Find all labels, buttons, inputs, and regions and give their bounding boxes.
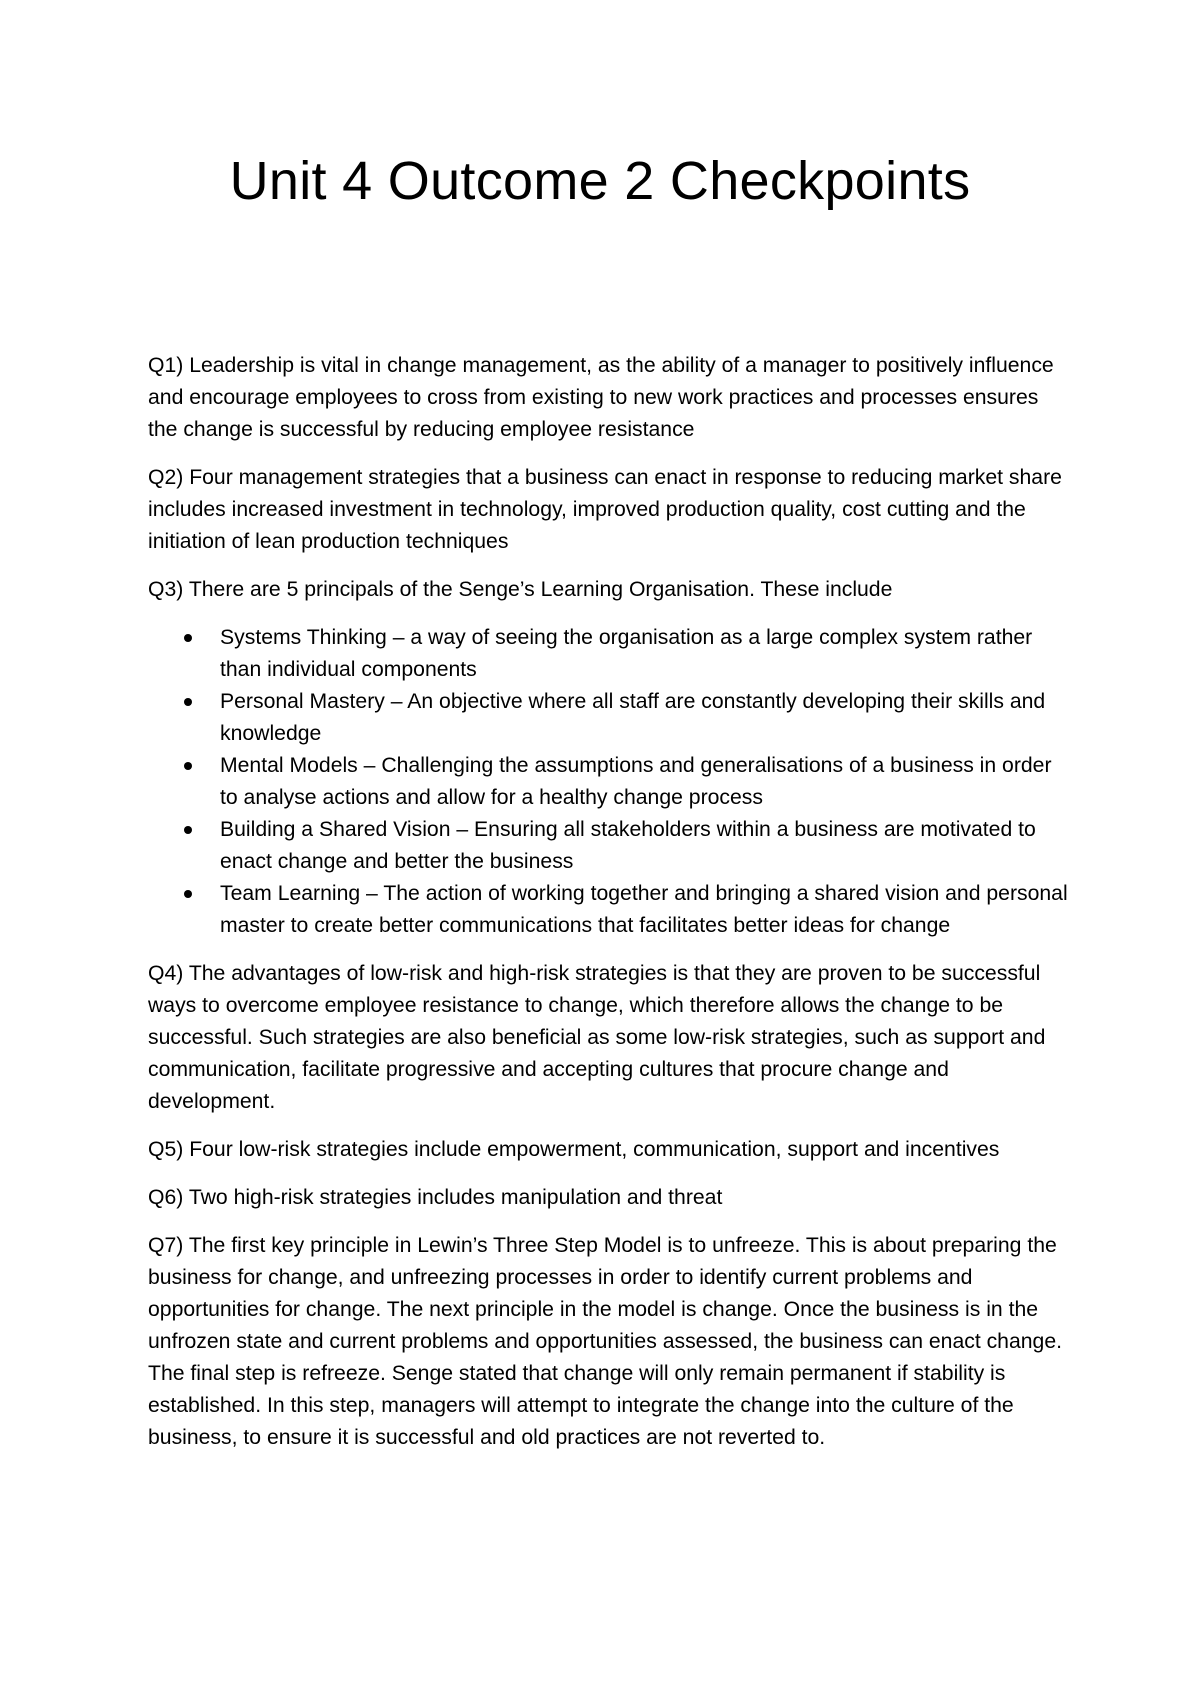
list-item-text: Personal Mastery – An objective where all staff are constantly developing their skills and knowledge [220, 690, 1046, 745]
answer-q1: Q1) Leadership is vital in change management, as the ability of a manager to positively influence and encourage employees to cross from existing to new work practices and processes ensures the change is successful by reducing employee resistance [148, 354, 1054, 441]
list-item [220, 814, 1070, 878]
bullet-icon [184, 890, 192, 898]
list-item-text: Mental Models – Challenging the assumptions and generalisations of a business in order to analyse actions and allow for a healthy change process [220, 754, 1052, 809]
bullet-icon [184, 634, 192, 642]
document-title: Unit 4 Outcome 2 Checkpoints [229, 151, 971, 211]
answer-q6: Q6) Two high-risk strategies includes manipulation and threat [148, 1186, 723, 1209]
list-item [220, 686, 1070, 750]
list-item-text: Building a Shared Vision – Ensuring all stakeholders within a business are motivated to enact change and better the business [220, 818, 1036, 873]
answer-q2: Q2) Four management strategies that a business can enact in response to reducing market share includes increased investment in technology, improved production quality, cost cutting and the initiation of lean production techniques [148, 466, 1062, 553]
list-item [220, 878, 1070, 942]
list-item [220, 750, 1070, 814]
document-body [148, 350, 1070, 1470]
list-item-text: Systems Thinking – a way of seeing the organisation as a large complex system rather than individual components [220, 626, 1033, 681]
senge-principles-list [148, 622, 1070, 942]
list-item-text: Team Learning – The action of working together and bringing a shared vision and personal master to create better communications that facilitates better ideas for change [220, 882, 1068, 937]
answer-q3: Q3) There are 5 principals of the Senge’s Learning Organisation. These include [148, 578, 893, 601]
bullet-icon [184, 698, 192, 706]
answer-q5: Q5) Four low-risk strategies include empowerment, communication, support and incentives [148, 1138, 1000, 1161]
bullet-icon [184, 826, 192, 834]
bullet-icon [184, 762, 192, 770]
answer-q4: Q4) The advantages of low-risk and high-risk strategies is that they are proven to be successful ways to overcome employee resistance to change, which therefore allows the change to be successful. Such strategies are also beneficial as some low-risk strategies, such as support and communication, facilitate progressive and accepting cultures that procure change and development. [148, 962, 1046, 1113]
answer-q7: Q7) The first key principle in Lewin’s Three Step Model is to unfreeze. This is about preparing the business for change, and unfreezing processes in order to identify current problems and opportunities for change. The next principle in the model is change. Once the business is in the unfrozen state and current problems and opportunities assessed, the business can enact change. The final step is refreeze. Senge stated that change will only remain permanent if stability is established. In this step, managers will attempt to integrate the change into the culture of the business, to ensure it is successful and old practices are not reverted to. [148, 1234, 1062, 1449]
list-item [220, 622, 1070, 686]
